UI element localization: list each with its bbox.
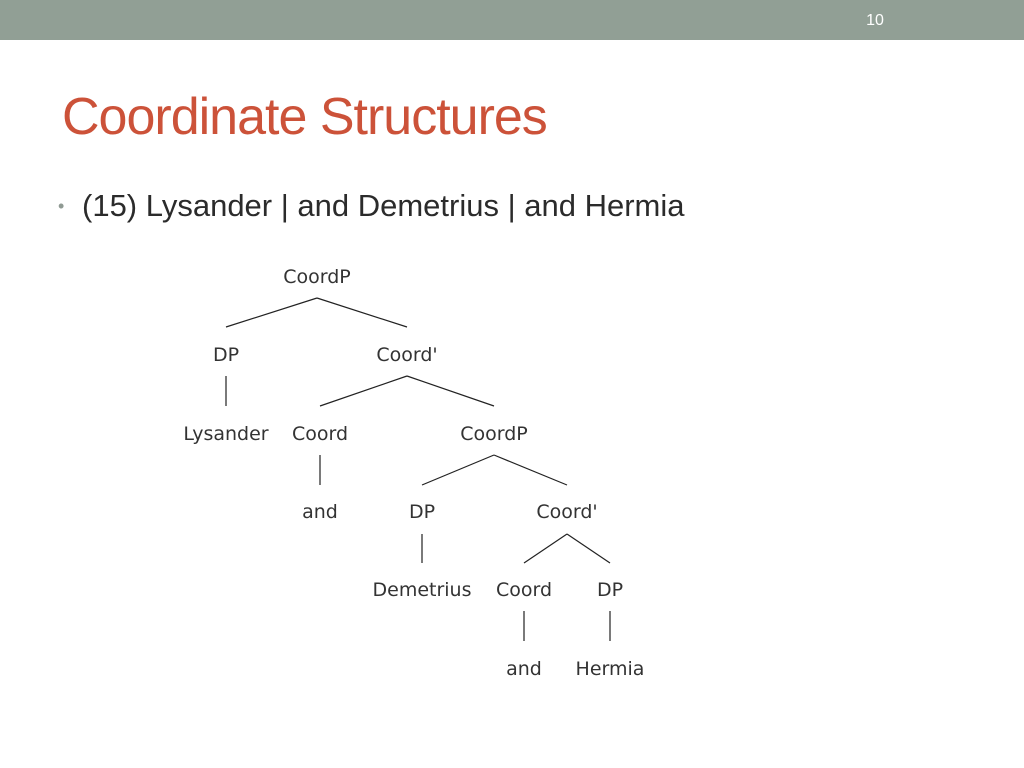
tree-edge-coordbar2-coord xyxy=(524,534,567,563)
tree-node-coordp-root: CoordP xyxy=(283,266,351,288)
tree-edge-coordp2-dp xyxy=(422,455,494,485)
tree-node-dp-2: DP xyxy=(408,501,436,523)
tree-node-lysander: Lysander xyxy=(183,423,269,445)
slide-title: Coordinate Structures xyxy=(62,88,547,146)
tree-node-coordbar-2: Coord' xyxy=(536,501,598,523)
tree-node-coordp-2: CoordP xyxy=(460,423,528,445)
tree-node-and-1: and xyxy=(302,501,338,523)
bullet-text: (15) Lysander | and Demetrius | and Hermia xyxy=(82,188,685,223)
slide-number: 10 xyxy=(866,12,884,29)
bullet-icon: • xyxy=(58,196,65,216)
tree-node-and-2: and xyxy=(506,658,542,680)
tree-node-hermia: Hermia xyxy=(575,658,645,680)
tree-edge-coordp-coordbar xyxy=(317,298,407,327)
tree-node-coordbar-1: Coord' xyxy=(376,344,438,366)
tree-edge-coordbar-coord xyxy=(320,376,407,406)
tree-edge-coordp-dp xyxy=(226,298,317,327)
tree-edge-coordbar2-dp xyxy=(567,534,610,563)
tree-node-demetrius: Demetrius xyxy=(372,579,472,601)
tree-node-dp-1: DP xyxy=(212,344,240,366)
tree-edge-coordp2-coordbar xyxy=(494,455,567,485)
tree-edge-coordbar-coordp xyxy=(407,376,494,406)
tree-node-dp-3: DP xyxy=(596,579,624,601)
tree-node-coord-2: Coord xyxy=(495,579,553,601)
tree-node-coord-1: Coord xyxy=(291,423,349,445)
